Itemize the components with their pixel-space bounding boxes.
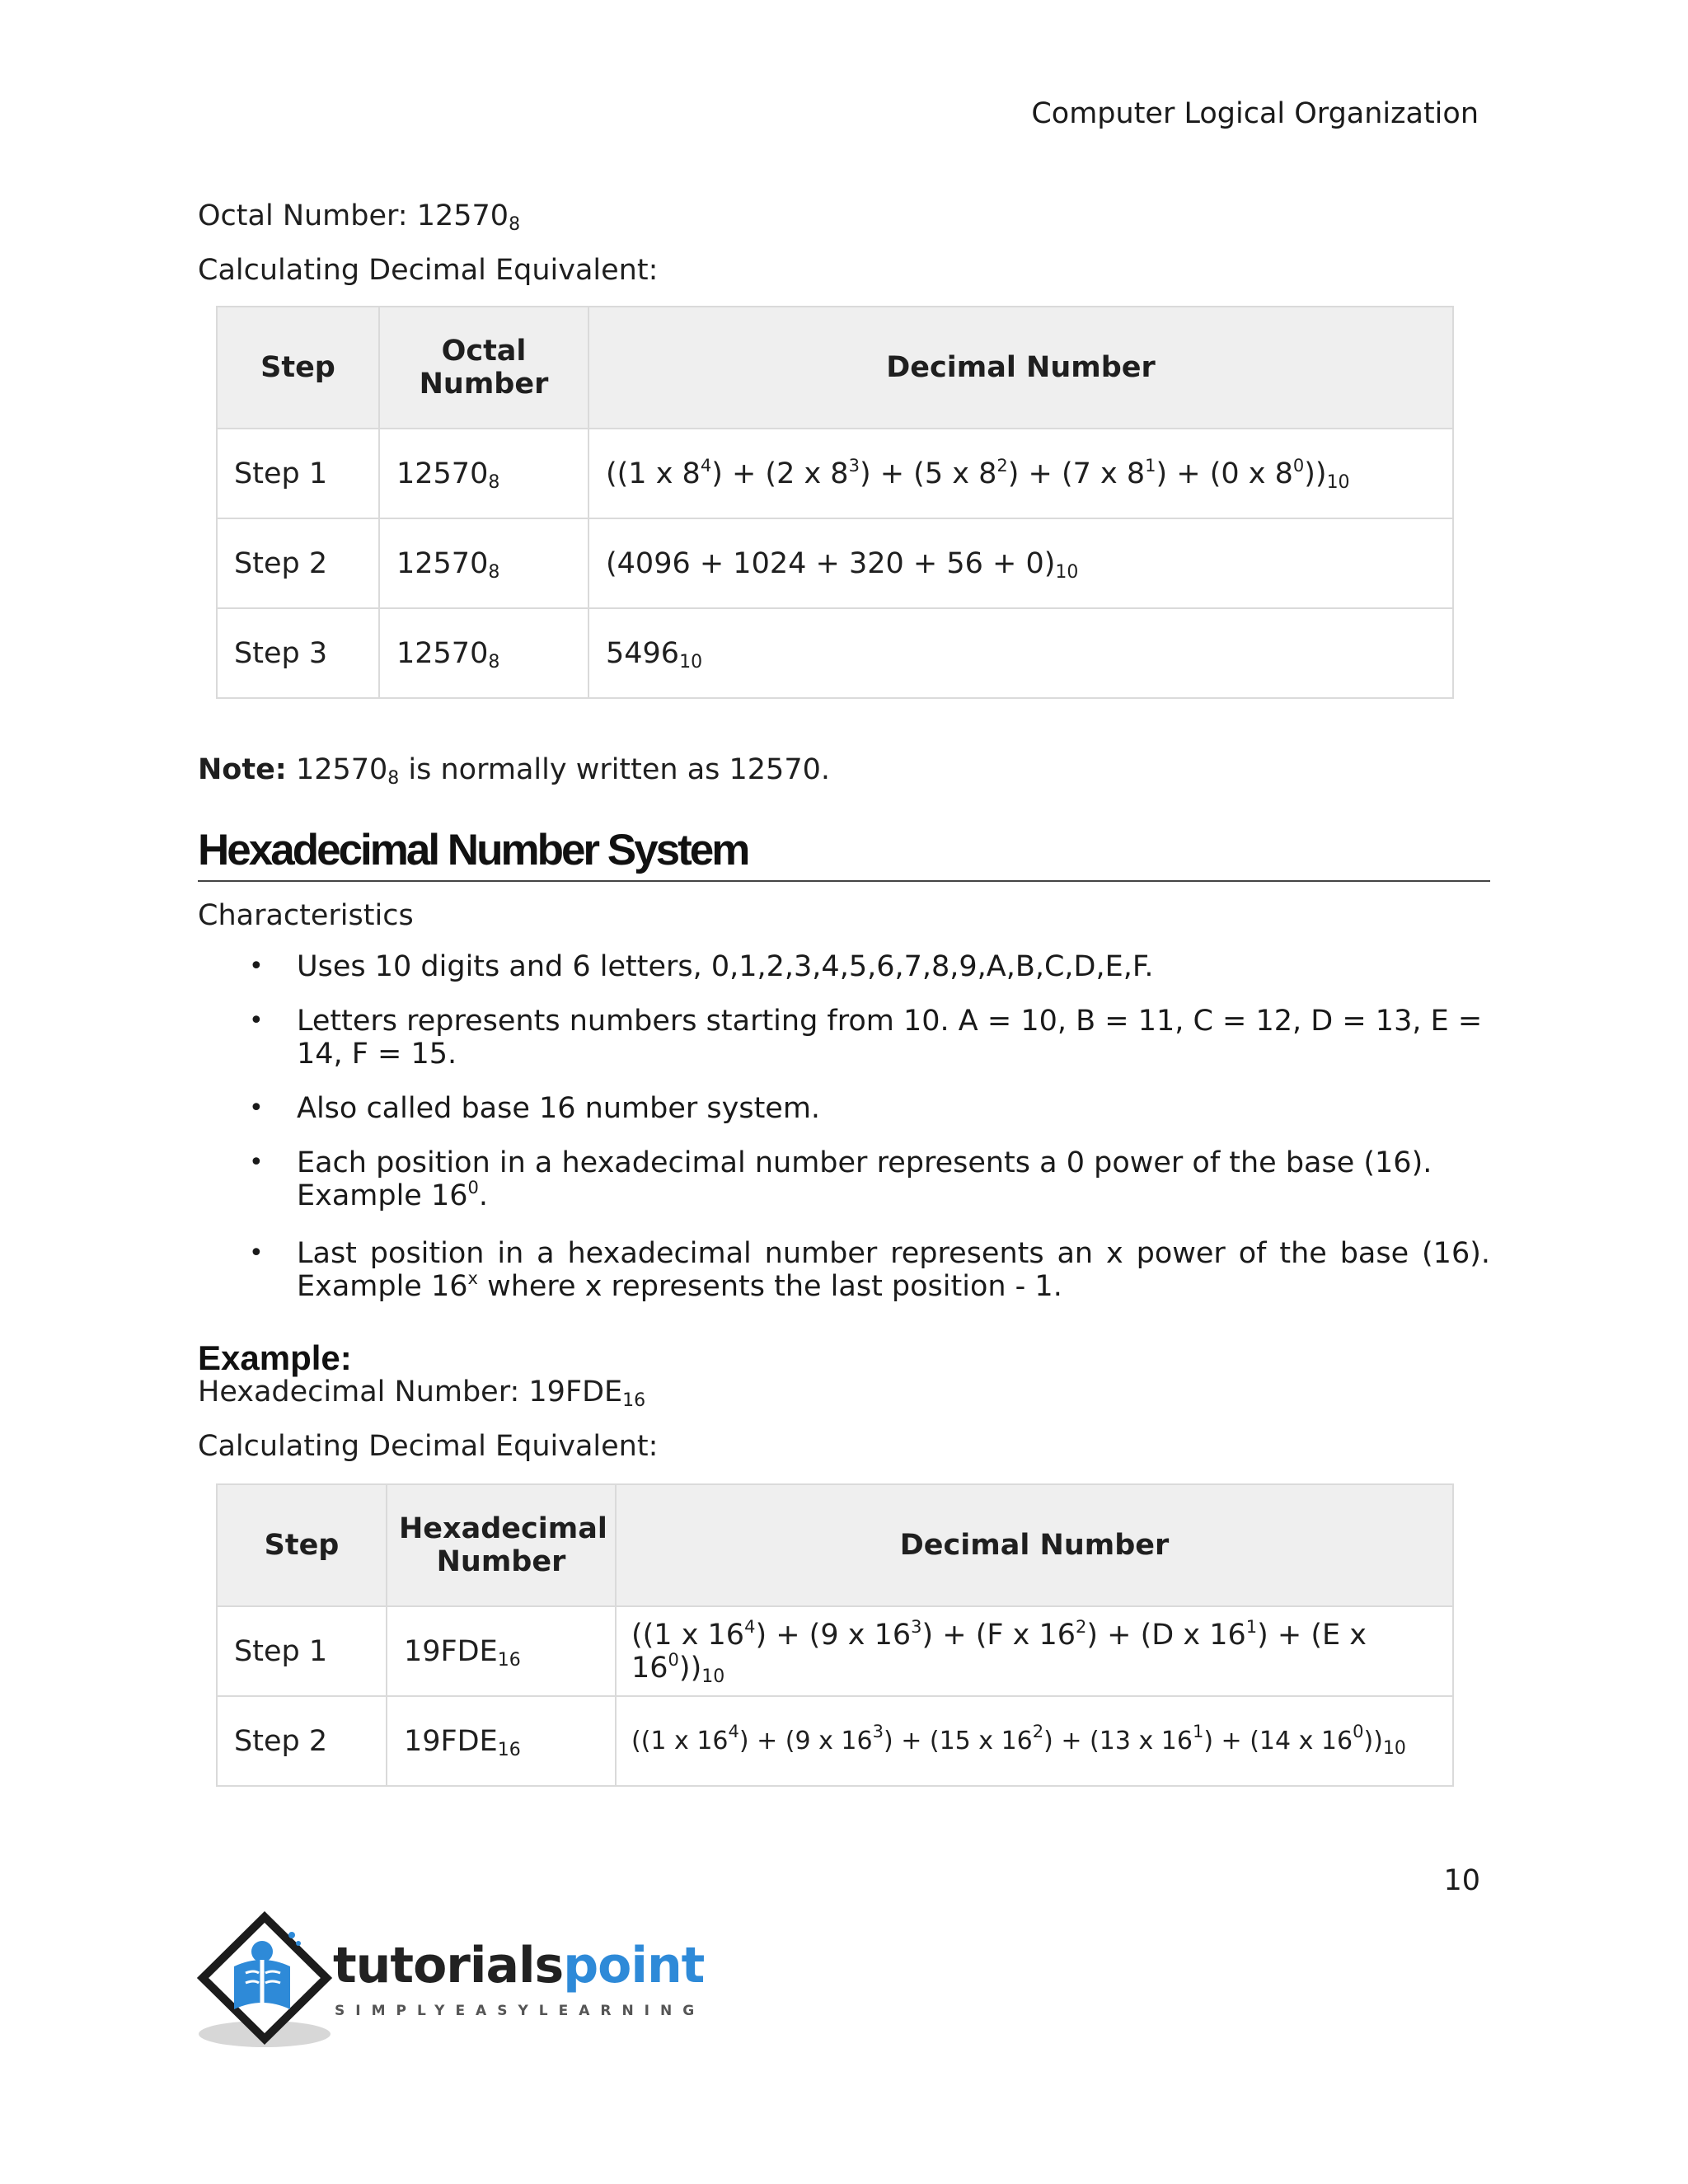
octal-conversion-table	[216, 306, 1454, 699]
list-item: • Letters represents numbers starting from 10. A = 10, B = 11, C = 12, D = 13, E = 14, F = 15.	[249, 1005, 1483, 1071]
decimal-cell: $(4096 + 1024 + 320 + 56 + 0)_{10}$	[588, 518, 1453, 608]
step-cell: Step 1	[217, 429, 379, 518]
octal-cell: $12570_8$	[379, 608, 588, 698]
logo-diamond-icon	[195, 1910, 335, 2059]
header-step: Step	[217, 1484, 387, 1606]
hex-number-label: Hexadecimal Number: 19FDE	[198, 1376, 623, 1408]
section-title: Hexadecimal Number System	[198, 824, 1490, 882]
decimal-cell: ((1 x $16^4) + (9$ x $16^3) + (F$ x $16^2) + (D$ x $16^1) + (E$ x $16^0))_{10}$	[616, 1606, 1453, 1696]
hex-number-line	[198, 1375, 645, 1413]
hex-cell: $19FDE_{16}$	[387, 1606, 616, 1696]
list-item: • Uses 10 digits and 6 letters, 0,1,2,3,4,5,6,7,8,9,A,B,C,D,E,F.	[249, 950, 1154, 983]
decimal-cell: ((1 x $8^4) + (2$ x $8^3) + (5$ x $8^2) + (7$ x $8^1) + (0$ x $8^0))_{10}$	[588, 429, 1453, 518]
table-row	[217, 1606, 1453, 1696]
step-cell: Step 2	[217, 518, 379, 608]
table-row	[217, 429, 1453, 518]
list-item: • Each position in a hexadecimal number represents a 0 power of the base (16). Example $16^0$.	[249, 1146, 1432, 1212]
octal-cell: $12570_8$	[379, 429, 588, 518]
header-step: Step	[217, 307, 379, 429]
table-row	[217, 518, 1453, 608]
octal-number-base: 8	[509, 214, 521, 235]
logo-tagline: SIMPLYEASYLEARNING	[335, 2003, 706, 2019]
list-item: • Last position in a hexadecimal number represents an x power of the base (16). Example 16$^x$ where x represents the last position - 1.	[249, 1237, 1490, 1303]
note-label: Note:	[198, 753, 287, 786]
table-row	[217, 1696, 1453, 1786]
logo-wordmark: tutorialspoint	[333, 1937, 705, 1994]
note-line: Note: $12570_8$ is normally written as 12570.	[198, 753, 830, 789]
characteristics-list	[198, 950, 1490, 1328]
octal-calc-label: Calculating Decimal Equivalent:	[198, 254, 659, 287]
running-header: Computer Logical Organization	[1031, 97, 1479, 130]
page-number: 10	[1443, 1864, 1480, 1897]
hex-cell: $19FDE_{16}$	[387, 1696, 616, 1786]
header-octal-number: Octal Number	[379, 307, 588, 429]
decimal-cell: $5496_{10}$	[588, 608, 1453, 698]
bullet-icon: •	[249, 1094, 264, 1122]
decimal-cell: ((1 x $16^4) + (9$ x $16^3) + (15$ x $16^2) + (13$ x $16^1) + (14$ x $16^0))_{10}$	[616, 1696, 1453, 1786]
header-decimal-number: Decimal Number	[616, 1484, 1453, 1606]
octal-cell: $12570_8$	[379, 518, 588, 608]
list-item: • Also called base 16 number system.	[249, 1092, 821, 1125]
tutorialspoint-logo	[195, 1910, 706, 2059]
bullet-icon: •	[249, 952, 264, 981]
step-cell: Step 1	[217, 1606, 387, 1696]
example-heading: Example:	[198, 1338, 352, 1377]
table-row	[217, 608, 1453, 698]
bullet-icon: •	[249, 1239, 264, 1268]
bullet-icon: •	[249, 1006, 264, 1035]
octal-number-line	[198, 199, 520, 237]
step-cell: Step 3	[217, 608, 379, 698]
hex-number-base: 16	[622, 1390, 646, 1411]
step-cell: Step 2	[217, 1696, 387, 1786]
bullet-icon: •	[249, 1148, 264, 1177]
characteristics-label: Characteristics	[198, 899, 414, 932]
table-header-row	[217, 1484, 1453, 1606]
header-decimal-number: Decimal Number	[588, 307, 1453, 429]
hex-calc-label: Calculating Decimal Equivalent:	[198, 1430, 659, 1463]
header-hex-number: Hexadecimal Number	[387, 1484, 616, 1606]
octal-number-label: Octal Number: 12570	[198, 199, 509, 232]
hex-conversion-table	[216, 1483, 1454, 1787]
table-header-row	[217, 307, 1453, 429]
